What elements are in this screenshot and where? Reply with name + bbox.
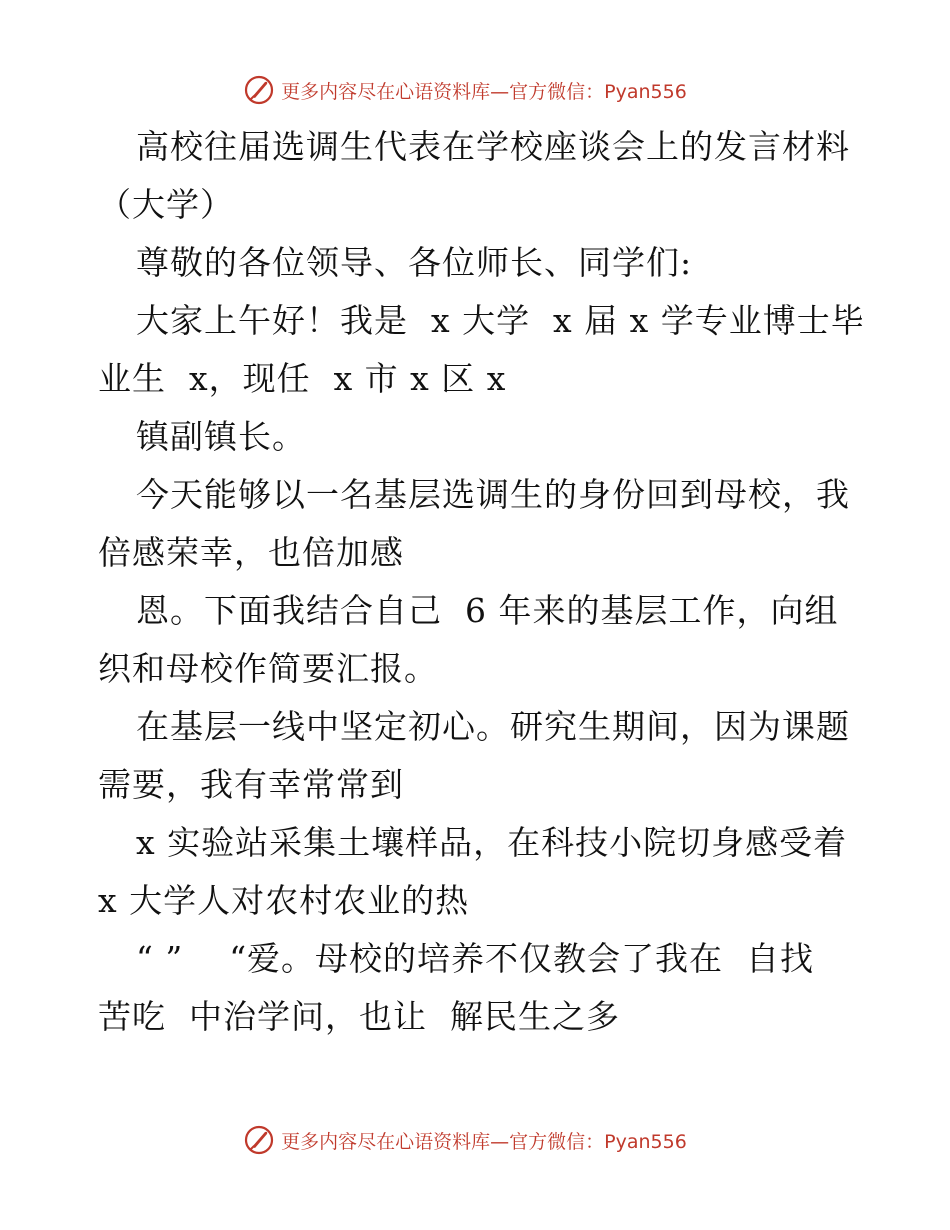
- document-line: 镇副镇长。: [136, 417, 306, 456]
- document-subtitle: （大学）: [98, 185, 234, 224]
- quill-pen-logo-icon: [243, 1124, 275, 1156]
- document-line: x 实验站采集土壤样品，在科技小院切身感受着: [136, 823, 848, 862]
- document-line: 苦吃 中治学问，也让 解民生之多: [98, 997, 620, 1036]
- document-line: 业生 x，现任 x 市 x 区 x: [98, 359, 507, 398]
- document-line: 需要，我有幸常常到: [98, 765, 404, 804]
- header-watermark-group: [243, 74, 687, 106]
- document-line: x 大学人对农村农业的热: [98, 881, 470, 920]
- document-line: 倍感荣幸，也倍加感: [98, 533, 404, 572]
- document-line: 恩。下面我结合自己 6 年来的基层工作，向组: [136, 591, 839, 630]
- footer-watermark-banner: [0, 1120, 950, 1160]
- document-line: 在基层一线中坚定初心。研究生期间，因为课题: [136, 707, 850, 746]
- document-line: 大家上午好！我是 x 大学 x 届 x 学专业博士毕: [136, 301, 865, 340]
- document-line: “ ” “爱。母校的培养不仅教会了我在 自找: [136, 939, 815, 978]
- footer-watermark-text: 更多内容尽在心语资料库—官方微信：Pyan556: [281, 1130, 687, 1153]
- header-watermark-text: 更多内容尽在心语资料库—官方微信：Pyan556: [281, 80, 687, 103]
- document-line: 今天能够以一名基层选调生的身份回到母校，我: [136, 475, 850, 514]
- document-line: 尊敬的各位领导、各位师长、同学们:: [136, 243, 693, 282]
- document-title: 高校往届选调生代表在学校座谈会上的发言材料: [136, 127, 850, 166]
- document-line: 织和母校作简要汇报。: [98, 649, 438, 688]
- footer-watermark-group: [243, 1124, 687, 1156]
- document-body: [98, 118, 865, 1046]
- header-watermark-banner: [0, 70, 950, 110]
- quill-pen-logo-icon: [243, 74, 275, 106]
